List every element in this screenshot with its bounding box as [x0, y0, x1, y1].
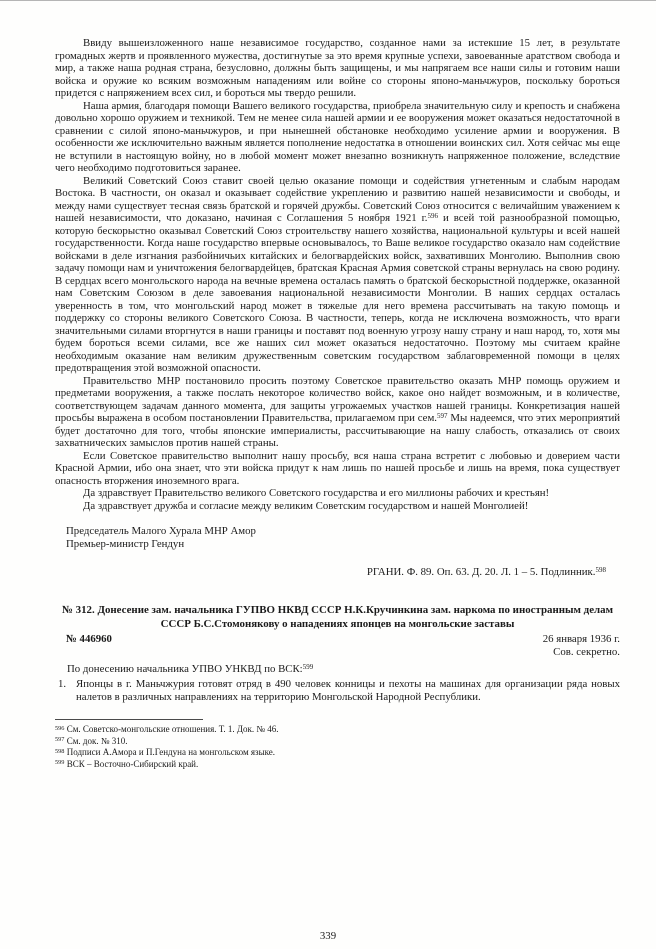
archive-reference-text: РГАНИ. Ф. 89. Оп. 63. Д. 20. Л. 1 – 5. Подлинник. — [366, 566, 596, 578]
report-intro — [55, 663, 620, 676]
report-item — [55, 678, 620, 703]
letter-paragraph: Да здравствует дружба и согласие между великим Советским государством и нашей Монголией! — [83, 499, 529, 512]
footnote: $^{599}$ ВСК – Восточно-Сибирский край. — [55, 758, 199, 769]
page-number: 339 — [319, 930, 337, 942]
letter-paragraph: Да здравствует Правительство великого Советского государства и его миллионы рабочих и крестьян! — [83, 487, 550, 499]
document-heading: № 312. Донесение зам. начальника ГУПВО НКВД СССР Н.К.Кручинкина зам. наркома по иностранным делам СССР Б.С.Стомонякову о нападениях японцев на монгольские заставы — [62, 604, 613, 630]
footnote-divider — [55, 719, 203, 720]
letter-paragraph: Правительство МНР постановило просить поэтому Советское правительство оказать МНР помощь оружием и предметами вооружения, а также послать некоторое количество войск, какое оно найдет возможным, и в количестве, соответствующем задачам данного момента, для защиты угрожаемых участков нашей границы. Конкретизация нашей просьбы выражена в особом постановлении Правительства, прилагаемом при сем.$^{597}$ Мы надеемся, что этих мероприятий будет достаточно для того, чтобы японские империалисты, рассчитывающие на нашу слабость, отказались от своих захватнических замыслов против нашей страны. — [55, 374, 620, 449]
letter-paragraph: Если Советское правительство выполнит нашу просьбу, вся наша страна встретит с любовью и доверием части Красной Армии, ибо она знает, что эти войска придут к нам лишь по нашей просьбе и лишь на время, пока существует опасность вторжения иноземного врага. — [55, 449, 620, 487]
footnote-ref: 597 — [437, 412, 448, 421]
footnote-ref: 598 — [595, 566, 606, 575]
signature-line-premier: Премьер-министр Гендун — [66, 538, 185, 550]
archive-reference — [55, 566, 620, 579]
classification-label: Сов. секретно. — [553, 646, 620, 659]
footnotes-section — [55, 719, 620, 770]
letter-section — [55, 37, 620, 579]
letter-paragraph: Наша армия, благодаря помощи Вашего великого государства, приобрела значительную силу и крепость и снабжена довольно хорошо оружием и техникой. Тем не менее сила нашей армии и ее вооружения может оказаться недостаточной в сравнении с силой японо-маньчжуров, и при нынешней обстановке необходимо усиление армии и вооружения. В особенности же исключительно важным является пополнение недостатка в отношении воинских сил. Хотя сейчас мы еще не вступили в настоящую войну, но в любой момент может внезапно возникнуть напряженное положение, вследствие чего необходимо подготовиться заранее. — [55, 99, 620, 174]
footnote: $^{598}$ Подписи А.Амора и П.Гендуна на монгольском языке. — [55, 747, 276, 758]
report-items — [55, 678, 620, 703]
footnote-number: 598 — [55, 747, 65, 755]
document-date: 26 января 1936 г. — [542, 633, 620, 646]
footnote-ref: 596 — [427, 212, 438, 221]
letter-paragraph: Ввиду вышеизложенного наше независимое государство, созданное нами за истекшие 15 лет, в результате громадных жертв и проявленного мужества, достигнутые за это время крупные успехи, завоеванные аратством свобода и мир, а также наша родная страна, безусловно, должны быть защищены, и мы напрягаем все наши силы и готовим наши войска и оружие ко всяким возможным нападениям или войне со стороны японо-маньчжуров, поскольку бороться придется с напряжением всех сил, и бороться мы твердо решили. — [55, 37, 620, 99]
report-intro-text: По донесению начальника УПВО УНКВД по ВСК: — [67, 663, 303, 676]
footnote-ref: 599 — [302, 663, 314, 672]
signature-line-chairman: Председатель Малого Хурала МНР Амор — [66, 525, 256, 537]
footnote-number: 597 — [55, 736, 65, 744]
signature-block — [55, 525, 620, 551]
report-item-number: 1. — [58, 678, 67, 691]
footnote: $^{596}$ См. Советско-монгольские отношения. Т. 1. Док. № 46. — [55, 724, 279, 735]
report-item-text: Японцы в г. Маньчжурия готовят отряд в 490 человек конницы и пехоты на машинах для организации ряда новых налетов в различных направлениях на территорию Монгольской Народной Республики. — [76, 678, 620, 703]
document-312-section — [55, 604, 620, 703]
footnote-number: 599 — [55, 759, 65, 767]
footnote-list — [55, 724, 620, 770]
document-meta-row — [55, 633, 620, 646]
document-number: № 446960 — [66, 633, 112, 646]
footnote-number: 596 — [55, 724, 65, 732]
footnote: $^{597}$ См. док. № 310. — [55, 735, 128, 746]
letter-body — [55, 37, 620, 512]
letter-paragraph: Великий Советский Союз ставит своей целью оказание помощи и содействия угнетенным и слабым народам Востока. В частности, он оказал и оказывает содействие укреплению и развитию нашей независимости и свободы, и между нами существует тесная связь братской и горячей дружбы. Советский Союз относится с величайшим уважением к нашей независимости, что доказано, начиная с Соглашения 5 ноября 1921 г.$^{596}$ и всей той разнообразной помощью, которую бескорыстно оказывал Советский Союз строительству нашего хозяйства, национальной культуры и всей нашей государственности. Когда наше государство впервые основывалось, то Ваше великое государство оказало нам содействие войсками в деле изгнания разбойничьих китайских и белогвардейских войск, захвативших Монголию. Выполнив свою задачу помощи нам и уничтожения белогвардейцев, братская Красная Армия советской страны вернулась на свою родину. В сердцах всего монгольского народа на вечные времена осталась память о братской бескорыстной поддержке, оказанной нам Советским Союзом в деле завоевания национальной независимости Монголии. В наших сердцах осталась уверенность в том, что монгольский народ может в тяжелые для него времена рассчитывать на такую помощь и поддержку со стороны великого Советского Союза. В частности, теперь, когда не исключена возможность, что враги значительными силами вторгнутся в наши границы и поставят под военную угрозу нашу страну и наш народ, то, хотя мы будем бороться всеми силами, все же наших сил может оказаться недостаточно. Поэтому мы считаем крайне необходимым оказание нам великим дружественным советским государством заблаговременной помощи в целях предотвращения этой возможной опасности. — [55, 174, 620, 374]
